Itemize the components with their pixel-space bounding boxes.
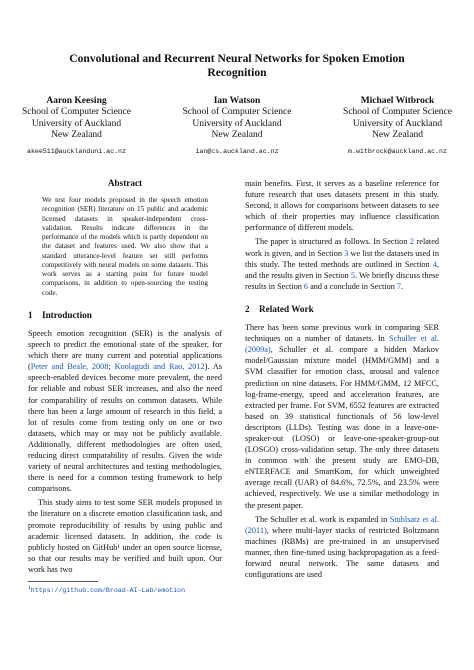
author-name: Ian Watson [213, 96, 261, 106]
abstract-text: We test four models proposed in the speech emotion recognition (SER) literature on 15 public and academic licensed datasets in speaker-independent cross-validation. Results indicate differences in the performance of the models which is partly dependent on the dataset and features used. We also show that a standard utterance-level feature set still performs competitively with neural models on some datasets. This work serves as a starting point for future model comparisons, in addition to open-sourcing the testing code. [42, 196, 208, 297]
section-number: 2 [245, 303, 250, 314]
citation-link[interactable]: Peter and Beale, 2008 [30, 362, 109, 372]
abstract-heading: Abstract [107, 178, 143, 188]
citation-link[interactable]: Stuhlsatz et al. (2011) [245, 514, 439, 535]
text-run: The Schuller et al. work is expanded in [255, 514, 390, 524]
related-paragraph-1 [245, 322, 439, 511]
citation-link[interactable]: Schuller et al. (2009a) [245, 334, 439, 355]
author-3 [343, 96, 452, 157]
text-run: , Schuller et al. compare a hidden Markov model/Gaussian mixture model (HMM/GMM) and a SVM classifier for emotion class, arousal and valence prediction on nine datasets. For HMM/GMM, 12 MFCC, log-frame-energy, speed and acceleration features, are extracted per frame. For SVM, 6552 features are extracted based on 39 statistical functionals of 56 low-level descriptors (LLDs). Testing was done in a leave-one-speaker-out (LOSO) or leave-one-speaker-group-out (LOSGO) cross-validation setup. The only three datasets in common with the present study are EMO-DB, eNTERFACE and SmartKom, for which unweighted average recall (UAR) of 84.6%, 72.5%, and 23.5% were achieved, respectively. We use a similar methodology in the present paper. [245, 345, 439, 510]
author-uni: University of Auckland [31, 118, 122, 129]
intro-paragraph-1 [28, 328, 222, 494]
intro-paragraph-2: This study aims to test some SER models proposed in the literature on a discrete emotion classification task, and promote reproducibility of results by using public and academic licensed datasets. In addition, the code is publicly hosted on GitHub¹ under an open source license, so that our results may be verified and built upon. Our work has two [28, 498, 222, 574]
text-run: . [401, 281, 404, 291]
related-paragraph-2 [245, 514, 439, 581]
footnote-url[interactable]: https://github.com/Broad-AI-Lab/emotion [30, 587, 186, 595]
citation-link[interactable]: Koolagudi and Rao, 2012 [114, 362, 205, 372]
author-country: New Zealand [51, 130, 102, 141]
right-column [245, 178, 439, 583]
paper-title: Convolutional and Recurrent Neural Networks for Spoken Emotion Recognition [69, 52, 405, 79]
section-ref-link[interactable]: 5 [350, 270, 355, 280]
author-block [22, 96, 452, 157]
text-run: ). As speech-enabled devices become more prevalent, the need for reliable and robust SER increases, and also the need for comparability of results on common datasets. While there has been a large amount of research in this field, a lot of results come from testing only on one or two datasets, which may or may not be publicly available. Additionally, different methodologies are often used, reducing direct comparability of results. Given the wide variety of neural architectures and testing methodologies, there is need for a common testing framework to help comparisons. [28, 362, 222, 494]
author-name: Aaron Keesing [46, 96, 107, 106]
section-ref-link[interactable]: 2 [409, 237, 415, 247]
section-heading-introduction [28, 310, 222, 321]
structure-paragraph [245, 236, 439, 291]
author-2 [183, 96, 292, 157]
section-ref-link[interactable]: 7 [396, 281, 402, 291]
author-email: ian@cs.auckland.ac.nz [195, 147, 279, 155]
section-number: 1 [28, 309, 33, 320]
author-dept: School of Computer Science [22, 107, 131, 118]
section-ref-link[interactable]: 6 [303, 281, 309, 291]
text-run: , where multi-layer stacks of restricted Boltzmann machines (RBMs) are pre-trained in an unsupervised manner, then fine-tuned using backpropagation as a feed-forward neural network. The same datasets and configurations are used [245, 525, 439, 580]
author-uni: University of Auckland [352, 118, 443, 129]
footnote-mark: 1 [28, 585, 31, 591]
author-dept: School of Computer Science [182, 107, 292, 118]
text-run: . We briefly discuss these results in Section [245, 270, 439, 291]
text-run: The paper is structured as follows. In Section [255, 237, 410, 247]
section-heading-related-work [245, 304, 439, 315]
author-email: akee511@aucklanduni.ac.nz [27, 147, 126, 155]
left-column [28, 178, 222, 595]
section-ref-link[interactable]: 4 [432, 259, 437, 269]
text-run: , and the results given in Section [245, 259, 439, 280]
author-uni: University of Auckland [192, 118, 282, 129]
author-country: New Zealand [372, 130, 423, 141]
author-name: Michael Witbrock [360, 96, 435, 106]
text-run: we list the datasets used in this study. The tested methods are outlined in Section [245, 248, 439, 269]
section-title: Introduction [42, 309, 92, 320]
text-run: Speech emotion recognition (SER) is the analysis of speech to predict the emotional state of the speaker, for which there are many current and potential applications ( [28, 328, 222, 372]
author-dept: School of Computer Science [343, 107, 452, 118]
author-1 [22, 96, 131, 157]
text-run: and a conclude in Section [308, 281, 397, 291]
text-run: related work is given, and in Section [245, 237, 439, 258]
text-run: There has been some previous work in comparing SER techniques on a number of datasets. In [245, 323, 439, 344]
author-email: m.witbrock@auckland.ac.nz [348, 147, 447, 155]
right-paragraph-1: main benefits. First, it serves as a baseline reference for future research that uses datasets present in this study. Second, it allows for comparisons between datasets to see which of their properties may influence classification performance of different models. [245, 179, 439, 233]
text-run: ; [108, 362, 115, 372]
footnote [28, 584, 222, 595]
footnote-rule [28, 581, 98, 582]
section-title: Related Work [259, 303, 314, 314]
author-country: New Zealand [211, 130, 263, 141]
section-ref-link[interactable]: 3 [344, 248, 349, 258]
